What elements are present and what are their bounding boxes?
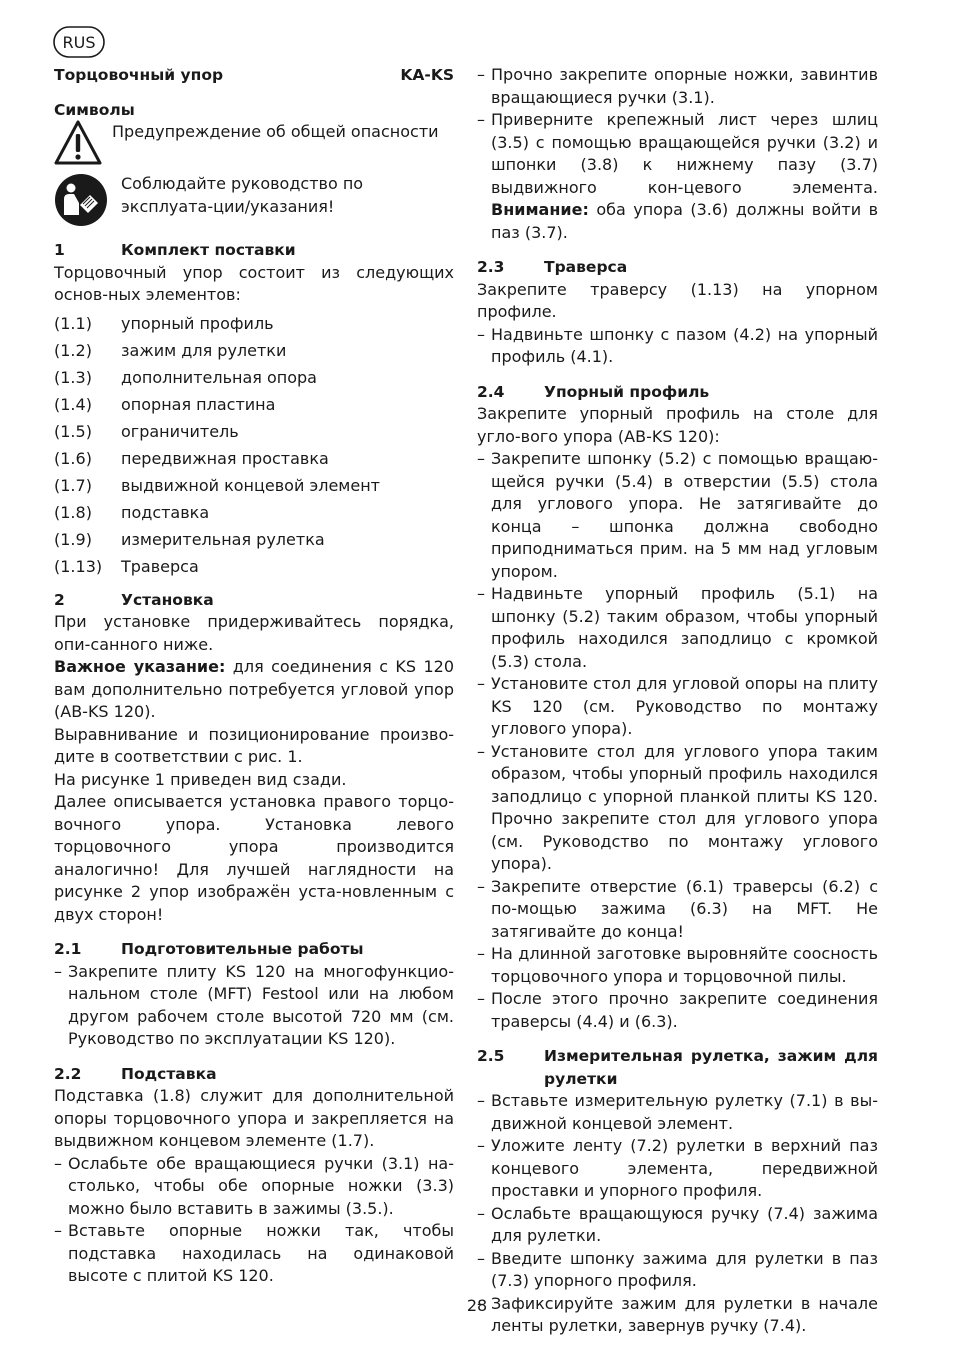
part-label: дополнительная опора <box>121 367 317 387</box>
parts-list-item <box>54 367 454 394</box>
page-number: 28 <box>466 1296 488 1315</box>
section-title: Установка <box>121 590 214 609</box>
section-number: 2.3 <box>477 258 505 276</box>
part-label: упорный профиль <box>121 313 274 333</box>
list-item: – Прочно закрепите опорные ножки, завинтив вращающиеся ручки (3.1). <box>477 64 878 109</box>
s2-paragraph-3: На рисунке 1 приведен вид сзади. <box>54 769 347 789</box>
part-number: (1.9) <box>54 529 92 549</box>
doc-model: KA-KS <box>400 66 454 84</box>
section-number: 2.1 <box>54 940 82 958</box>
s22-intro: Подставка (1.8) служит для дополнительной опоры торцовочного упора и закрепляется на выдвижном концевом элементе (1.7). <box>54 1086 454 1150</box>
list-item: – Надвиньте шпонку с пазом (4.2) на упорный профиль (4.1). <box>477 324 878 369</box>
item-text: Приверните крепежный лист через шлиц (3.5) с помощью вращающейся ручки (3.2) и шпонки (3.8) к нижнему пазу (3.7) выдвижного кон-цевого элемента. <box>491 110 878 197</box>
part-label: опорная пластина <box>121 394 276 414</box>
s24-list <box>477 448 878 1033</box>
parts-list-item <box>54 313 454 340</box>
parts-list-item <box>54 448 454 475</box>
doc-header <box>54 64 454 87</box>
parts-list-item <box>54 529 454 556</box>
list-item: – Вставьте измерительную рулетку (7.1) в вы-движной концевой элемент. <box>477 1090 878 1135</box>
s23-intro: Закрепите траверсу (1.13) на упорном профиле. <box>477 279 878 321</box>
s22-list-left <box>54 1153 454 1288</box>
warning-triangle-icon <box>54 119 102 167</box>
section-2-3-heading <box>477 256 878 279</box>
section-1-intro: Торцовочный упор состоит из следующих основ-ных элементов: <box>54 262 454 304</box>
list-item <box>477 109 878 244</box>
list-item: – Надвиньте упорный профиль (5.1) на шпонку (5.2) таким образом, чтобы упорный профиль находился заподлицо с кромкой (5.3) стола. <box>477 583 878 673</box>
language-badge <box>53 26 105 58</box>
list-item: – Ослабьте обе вращающиеся ручки (3.1) на-столько, чтобы обе опорные ножки (3.3) можно было вставить в зажимы (3.5.). <box>54 1153 454 1221</box>
right-column <box>477 64 878 1338</box>
part-number: (1.6) <box>54 448 92 468</box>
section-title: Подготовительные работы <box>121 940 364 958</box>
s2-paragraph-1: При установке придерживайтесь порядка, опи-санного ниже. <box>54 612 454 654</box>
list-item: – Введите шпонку зажима для рулетки в паз (7.3) упорного профиля. <box>477 1248 878 1293</box>
part-label: зажим для рулетки <box>121 340 287 360</box>
part-number: (1.4) <box>54 394 92 414</box>
part-number: (1.3) <box>54 367 92 387</box>
part-number: (1.2) <box>54 340 92 360</box>
part-label: подставка <box>121 502 210 522</box>
section-2-5-heading <box>477 1045 878 1090</box>
language-code: RUS <box>62 33 96 52</box>
parts-list-item <box>54 502 454 529</box>
part-number: (1.1) <box>54 313 92 333</box>
s22-list-right <box>477 64 878 244</box>
part-number: (1.5) <box>54 421 92 441</box>
parts-list-item <box>54 394 454 421</box>
s21-list <box>54 961 454 1051</box>
list-item: – Установите стол для углового упора таким образом, чтобы упорный профиль находился заподлицо с упорной планкой плиты KS 120. Прочно закрепите стол для углового упора (см. Руководство по монтажу углового упора). <box>477 741 878 876</box>
symbols-heading: Символы <box>54 100 135 119</box>
s2-paragraph-4: Далее описывается установка правого торцо-вочного упора. Установка левого торцовочного упора производится аналогично! Для лучшей наглядности на рисунке 2 упор изображён уста-новленным с двух сторон! <box>54 792 454 924</box>
list-item: – Закрепите плиту KS 120 на многофункцио-нальном столе (MFT) Festool или на любом другом рабочем столе высотой 720 мм (см. Руководство по эксплуатации KS 120). <box>54 961 454 1051</box>
s2-important-note <box>54 656 454 724</box>
s23-list <box>477 324 878 369</box>
s24-intro: Закрепите упорный профиль на столе для угло-вого упора (AB-KS 120): <box>477 404 878 446</box>
parts-list <box>54 313 454 583</box>
parts-list-item <box>54 556 454 583</box>
part-label: ограничитель <box>121 421 239 441</box>
part-number: (1.7) <box>54 475 92 495</box>
section-2-2-heading <box>54 1063 454 1086</box>
list-item: – На длинной заготовке выровняйте соосность торцовочного упора и торцовочной пилы. <box>477 943 878 988</box>
list-item: – Установите стол для угловой опоры на плиту KS 120 (см. Руководство по монтажу углового упора). <box>477 673 878 741</box>
doc-title: Торцовочный упор <box>54 66 224 84</box>
symbol-warning-row <box>54 121 454 167</box>
list-item: – Зафиксируйте зажим для рулетки в начале ленты рулетки, завернув ручку (7.4). <box>477 1293 878 1338</box>
symbol-warning-text: Предупреждение об общей опасности <box>112 122 439 141</box>
list-item: – Вставьте опорные ножки так, чтобы подставка находилась на одинаковой высоте с плитой KS 120. <box>54 1220 454 1288</box>
list-item: – После этого прочно закрепите соединения траверсы (4.4) и (6.3). <box>477 988 878 1033</box>
part-label: Траверса <box>121 556 199 576</box>
s2-paragraph-2: Выравнивание и позиционирование произво-дите в соответствии с рис. 1. <box>54 724 454 766</box>
section-number: 2.4 <box>477 382 505 401</box>
symbol-manual-row <box>54 173 454 227</box>
left-column <box>54 64 454 1288</box>
part-number: (1.8) <box>54 502 92 522</box>
parts-list-item <box>54 340 454 367</box>
section-number: 2.5 <box>477 1047 505 1065</box>
section-number: 2.2 <box>54 1064 82 1083</box>
section-1-heading <box>54 239 454 262</box>
section-title: Упорный профиль <box>544 382 710 401</box>
section-2-4-heading <box>477 381 878 404</box>
section-number: 1 <box>54 241 65 259</box>
read-manual-icon <box>54 173 108 227</box>
list-item: – Закрепите отверстие (6.1) траверсы (6.2) с по-мощью зажима (6.3) на MFT. Не затягивайте до конца! <box>477 876 878 944</box>
part-number: (1.13) <box>54 556 103 576</box>
section-title: Подставка <box>121 1064 217 1083</box>
section-title: Измерительная рулетка, зажим для рулетки <box>544 1047 878 1088</box>
item-text: оба упора (3.6) должны войти в паз (3.7). <box>491 200 878 242</box>
parts-list-item <box>54 421 454 448</box>
important-text: для соединения с KS 120 вам дополнительно потребуется угловой упор (AB-KS 120). <box>54 657 455 721</box>
part-label: измерительная рулетка <box>121 529 325 549</box>
section-title: Траверса <box>544 258 628 276</box>
important-label: Важное указание: <box>54 657 226 676</box>
list-item: – Уложите ленту (7.2) рулетки в верхний паз концевого элемента, передвижной проставки и упорного профиля. <box>477 1135 878 1203</box>
item-attention-label: Внимание: <box>491 200 589 219</box>
symbol-manual-text: Соблюдайте руководство по эксплуата-ции/указания! <box>121 174 364 216</box>
section-number: 2 <box>54 590 65 609</box>
part-label: выдвижной концевой элемент <box>121 475 380 495</box>
section-2-heading <box>54 589 454 612</box>
list-item: – Закрепите шпонку (5.2) с помощью вращаю-щейся ручки (5.4) в отверстии (5.5) стола для углового упора. Не затягивайте до конца – шпонка должна свободно приподниматься прим. на 5 мм над угловым упором. <box>477 448 878 583</box>
section-title: Комплект поставки <box>121 241 296 259</box>
parts-list-item <box>54 475 454 502</box>
list-item: – Ослабьте вращающуюся ручку (7.4) зажима для рулетки. <box>477 1203 878 1248</box>
section-2-1-heading <box>54 938 454 961</box>
part-label: передвижная проставка <box>121 448 329 468</box>
